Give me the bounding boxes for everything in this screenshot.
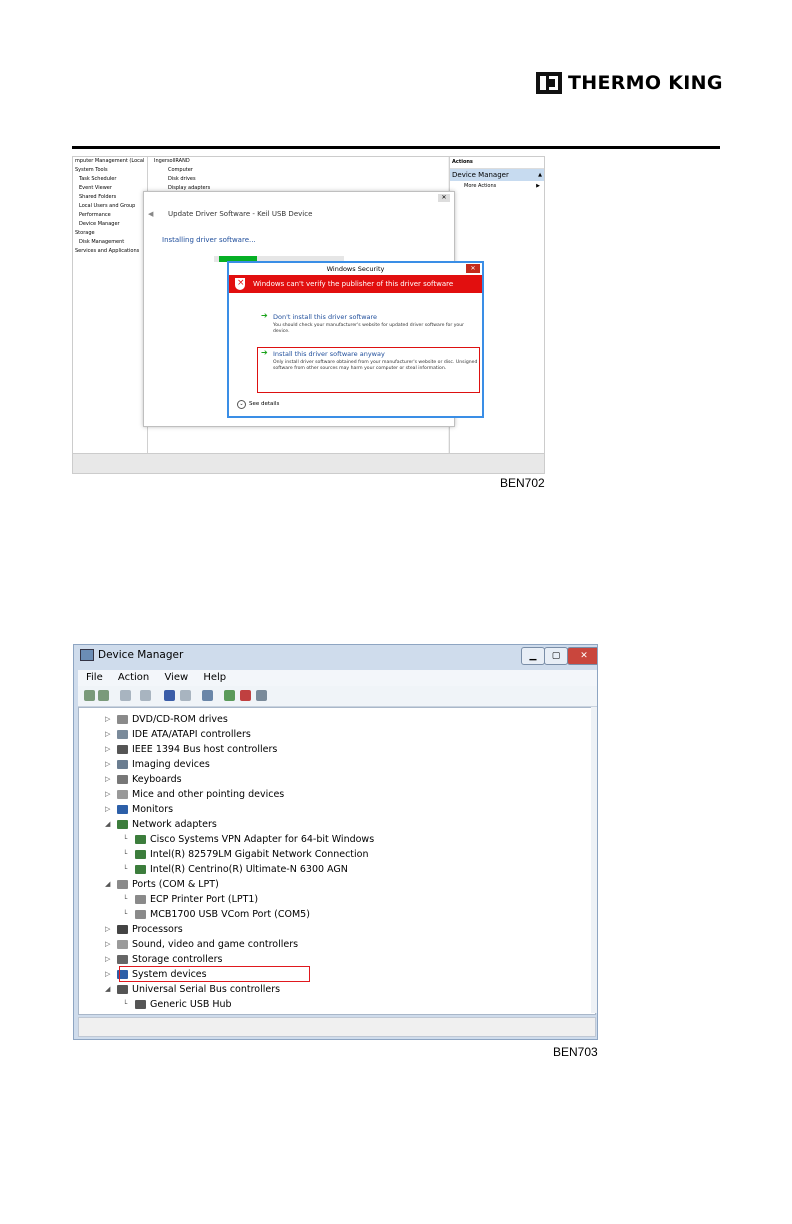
collapsed-arrow-icon[interactable]: ▷ xyxy=(105,940,111,948)
tree-line-icon: └ xyxy=(123,850,128,858)
device-icon xyxy=(117,820,128,829)
green-arrow-icon: ➔ xyxy=(261,348,268,357)
close-button[interactable]: ✕ xyxy=(438,194,450,202)
update-dialog-title: Update Driver Software - Keil USB Device xyxy=(168,210,313,218)
tree-row-label: Sound, video and game controllers xyxy=(132,939,299,950)
close-button[interactable]: ✕ xyxy=(567,647,598,665)
collapsed-arrow-icon[interactable]: ▷ xyxy=(105,790,111,798)
tree-item[interactable]: Event Viewer xyxy=(79,185,112,191)
device-icon xyxy=(117,880,128,889)
tree-row-label: Imaging devices xyxy=(132,759,210,770)
shield-warning-icon xyxy=(235,278,245,290)
see-details-toggle[interactable] xyxy=(237,400,279,409)
actions-header: Actions xyxy=(450,157,545,169)
device-icon xyxy=(117,745,128,754)
expanded-arrow-icon[interactable]: ◢ xyxy=(105,820,111,828)
tree-item[interactable]: Storage xyxy=(75,230,95,236)
uninstall-icon[interactable] xyxy=(240,690,251,701)
forward-icon[interactable] xyxy=(98,690,109,701)
expanded-arrow-icon[interactable]: ◢ xyxy=(105,985,111,993)
figure-caption: BEN702 xyxy=(500,476,545,490)
device-icon xyxy=(117,805,128,814)
tree-item[interactable]: Services and Applications xyxy=(75,248,140,254)
show-hide-console-icon[interactable] xyxy=(120,690,131,701)
tree-item[interactable]: Performance xyxy=(79,212,111,218)
help-icon[interactable] xyxy=(164,690,175,701)
tree-item[interactable]: Disk Management xyxy=(79,239,125,245)
submenu-arrow-icon: ▶ xyxy=(536,183,540,189)
collapse-icon: ▲ xyxy=(538,172,542,178)
menu-view[interactable]: View xyxy=(164,672,189,683)
collapsed-arrow-icon[interactable]: ▷ xyxy=(105,970,111,978)
collapsed-arrow-icon[interactable]: ▷ xyxy=(105,715,111,723)
figure-driver-install-screenshot xyxy=(72,156,545,474)
menu-help[interactable]: Help xyxy=(203,672,227,683)
more-actions-label: More Actions xyxy=(464,183,497,189)
device-icon xyxy=(117,790,128,799)
collapsed-arrow-icon[interactable]: ▷ xyxy=(105,955,111,963)
menu-bar xyxy=(78,670,597,686)
tree-line-icon: └ xyxy=(123,835,128,843)
tree-item[interactable]: Display adapters xyxy=(168,185,211,191)
device-tree xyxy=(78,707,596,1015)
windows-security-dialog xyxy=(227,261,484,418)
tree-item[interactable]: IngersollRAND xyxy=(154,158,190,164)
tree-item[interactable]: Task Scheduler xyxy=(79,176,117,182)
tree-row-label: Monitors xyxy=(132,804,174,815)
minimize-button[interactable]: ▁ xyxy=(521,647,545,665)
security-warning-text: Windows can't verify the publisher of this driver software xyxy=(253,280,454,288)
tree-row-label: Mice and other pointing devices xyxy=(132,789,285,800)
tree-row-label: Ports (COM & LPT) xyxy=(132,879,219,890)
maximize-button[interactable]: ▢ xyxy=(544,647,568,665)
menu-action[interactable]: Action xyxy=(117,672,150,683)
tree-item[interactable]: System Tools xyxy=(75,167,108,173)
tree-row-label: Intel(R) Centrino(R) Ultimate-N 6300 AGN xyxy=(150,864,348,875)
tree-line-icon: └ xyxy=(123,865,128,873)
tree-row-label: Generic USB Hub xyxy=(150,999,232,1010)
collapsed-arrow-icon[interactable]: ▷ xyxy=(105,805,111,813)
tree-item[interactable]: mputer Management (Local xyxy=(75,158,145,164)
window-title: Device Manager xyxy=(98,649,184,661)
highlighted-device-box xyxy=(119,966,310,982)
expanded-arrow-icon[interactable]: ◢ xyxy=(105,880,111,888)
thermo-king-logo-icon xyxy=(536,72,562,94)
tree-item[interactable]: Shared Folders xyxy=(79,194,117,200)
tree-row-label: IDE ATA/ATAPI controllers xyxy=(132,729,251,740)
device-icon xyxy=(117,940,128,949)
close-button[interactable]: ✕ xyxy=(466,264,480,273)
device-icon xyxy=(135,835,146,844)
header-divider xyxy=(72,146,720,149)
tree-item[interactable]: Local Users and Group xyxy=(79,203,136,209)
computer-management-tree xyxy=(73,157,148,453)
status-bar xyxy=(78,1017,596,1037)
actions-device-manager-label: Device Manager xyxy=(452,171,509,179)
device-icon xyxy=(117,955,128,964)
tree-row-label: IEEE 1394 Bus host controllers xyxy=(132,744,278,755)
update-dialog-status: Installing driver software... xyxy=(162,236,256,244)
tree-item[interactable]: Device Manager xyxy=(79,221,120,227)
tree-row-label: Universal Serial Bus controllers xyxy=(132,984,281,995)
device-icon xyxy=(117,775,128,784)
tree-row-label: DVD/CD-ROM drives xyxy=(132,714,228,725)
action-pane-icon[interactable] xyxy=(180,690,191,701)
status-bar xyxy=(73,453,545,474)
collapsed-arrow-icon[interactable]: ▷ xyxy=(105,925,111,933)
back-arrow-icon[interactable]: ◀ xyxy=(148,210,154,218)
install-anyway-option[interactable]: Install this driver software anyway xyxy=(273,350,385,358)
toolbar xyxy=(78,686,597,707)
back-icon[interactable] xyxy=(84,690,95,701)
tree-row-label: Storage controllers xyxy=(132,954,223,965)
device-icon xyxy=(135,865,146,874)
tree-item[interactable]: Computer xyxy=(168,167,193,173)
figure-caption: BEN703 xyxy=(553,1045,598,1059)
tree-line-icon: └ xyxy=(123,895,128,903)
green-arrow-icon: ➔ xyxy=(261,311,268,320)
collapsed-arrow-icon[interactable]: ▷ xyxy=(105,760,111,768)
tree-row-label: ECP Printer Port (LPT1) xyxy=(150,894,259,905)
tree-line-icon: └ xyxy=(123,910,128,918)
chevron-down-icon: ⌄ xyxy=(237,400,246,409)
security-dialog-title: Windows Security xyxy=(326,265,385,273)
collapsed-arrow-icon[interactable]: ▷ xyxy=(105,745,111,753)
properties-icon[interactable] xyxy=(140,690,151,701)
brand-name: THERMO KING xyxy=(568,72,723,94)
security-dialog-titlebar xyxy=(229,263,482,275)
tree-row-label: System devices xyxy=(132,969,207,980)
menu-file[interactable]: File xyxy=(86,672,103,683)
collapsed-arrow-icon[interactable]: ▷ xyxy=(105,730,111,738)
tree-row-label: Keyboards xyxy=(132,774,182,785)
device-icon xyxy=(117,760,128,769)
tree-row-label: Processors xyxy=(132,924,183,935)
device-icon xyxy=(117,985,128,994)
tree-row-label: Intel(R) 82579LM Gigabit Network Connection xyxy=(150,849,369,860)
device-icon xyxy=(135,895,146,904)
tree-item[interactable]: Disk drives xyxy=(168,176,196,182)
dont-install-option[interactable]: Don't install this driver software xyxy=(273,313,378,321)
device-icon xyxy=(135,910,146,919)
tree-row-label: Network adapters xyxy=(132,819,217,830)
device-icon xyxy=(117,715,128,724)
install-anyway-description: Only install driver software obtained from your manufacturer's website or disc. Unsigned software from other sources may harm your computer or steal information. xyxy=(273,360,478,371)
actions-device-manager[interactable] xyxy=(450,169,545,181)
tree-line-icon: └ xyxy=(123,1000,128,1008)
scan-hardware-icon[interactable] xyxy=(202,690,213,701)
disable-icon[interactable] xyxy=(256,690,267,701)
window-titlebar xyxy=(80,649,183,661)
device-icon xyxy=(117,730,128,739)
figure-device-manager-screenshot xyxy=(73,644,598,1040)
tree-row-label: MCB1700 USB VCom Port (COM5) xyxy=(150,909,310,920)
device-icon xyxy=(135,1000,146,1009)
more-actions-item[interactable] xyxy=(450,181,545,191)
dont-install-description: You should check your manufacturer's website for updated driver software for your device. xyxy=(273,323,465,334)
collapsed-arrow-icon[interactable]: ▷ xyxy=(105,775,111,783)
device-manager-icon xyxy=(80,649,94,661)
security-warning-banner xyxy=(229,275,482,293)
tree-row-label: Cisco Systems VPN Adapter for 64-bit Windows xyxy=(150,834,375,845)
device-icon xyxy=(117,925,128,934)
thermo-king-logo xyxy=(536,72,723,94)
update-driver-icon[interactable] xyxy=(224,690,235,701)
device-icon xyxy=(135,850,146,859)
scrollbar[interactable] xyxy=(591,707,597,1013)
see-details-label: See details xyxy=(249,401,280,407)
